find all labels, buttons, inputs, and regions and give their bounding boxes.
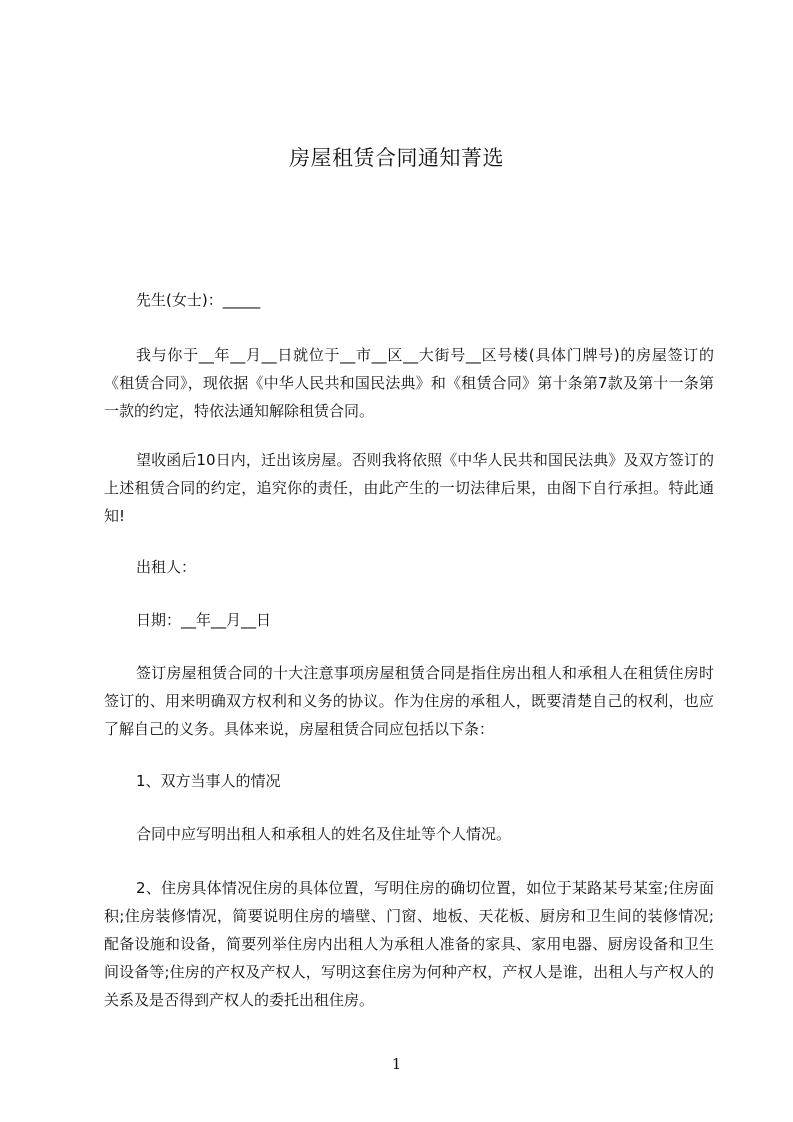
lease-notes-intro-paragraph: 签订房屋租赁合同的十大注意事项房屋租赁合同是指住房出租人和承租人在租赁住房时签订的、用来明确双方权利和义务的协议。作为住房的承租人，既要清楚自己的权利，也应了解自己的义务。具体来说，房屋租赁合同应包括以下条： [104, 664, 714, 738]
salutation-paragraph: 先生(女士)：_____ [136, 291, 261, 309]
section-heading-parties: 1、双方当事人的情况 [136, 772, 281, 790]
date-paragraph: 日期：__年__月__日 [136, 611, 272, 629]
page-number: 1 [391, 1055, 402, 1073]
lessor-paragraph: 出租人： [136, 558, 197, 576]
parties-paragraph: 合同中应写明出租人和承租人的姓名及住址等个人情况。 [136, 825, 512, 843]
notice-paragraph: 我与你于__年__月__日就位于__市__区__大街号__区号楼(具体门牌号)的房屋签订的《租赁合同》，现依据《中华人民共和国民法典》和《租赁合同》第十条第7款及第十一条第一款的约定，特依法通知解除租赁合同。 [104, 346, 714, 420]
deadline-paragraph: 望收函后10日内，迁出该房屋。否则我将依照《中华人民共和国民法典》及双方签订的上述租赁合同的约定，追究你的责任，由此产生的一切法律后果，由阁下自行承担。特此通知! [104, 451, 714, 525]
document-title: 房屋租赁合同通知菁选 [289, 146, 504, 170]
housing-details-paragraph: 2、住房具体情况住房的具体位置，写明住房的确切位置，如位于某路某号某室;住房面积;住房装修情况，简要说明住房的墙壁、门窗、地板、天花板、厨房和卫生间的装修情况;配备设施和设备，简要列举住房内出租人为承租人准备的家具、家用电器、厨房设备和卫生间设备等;住房的产权及产权人，写明这套住房为何种产权，产权人是谁，出租人与产权人的关系及是否得到产权人的委托出租住房。 [104, 879, 714, 1009]
